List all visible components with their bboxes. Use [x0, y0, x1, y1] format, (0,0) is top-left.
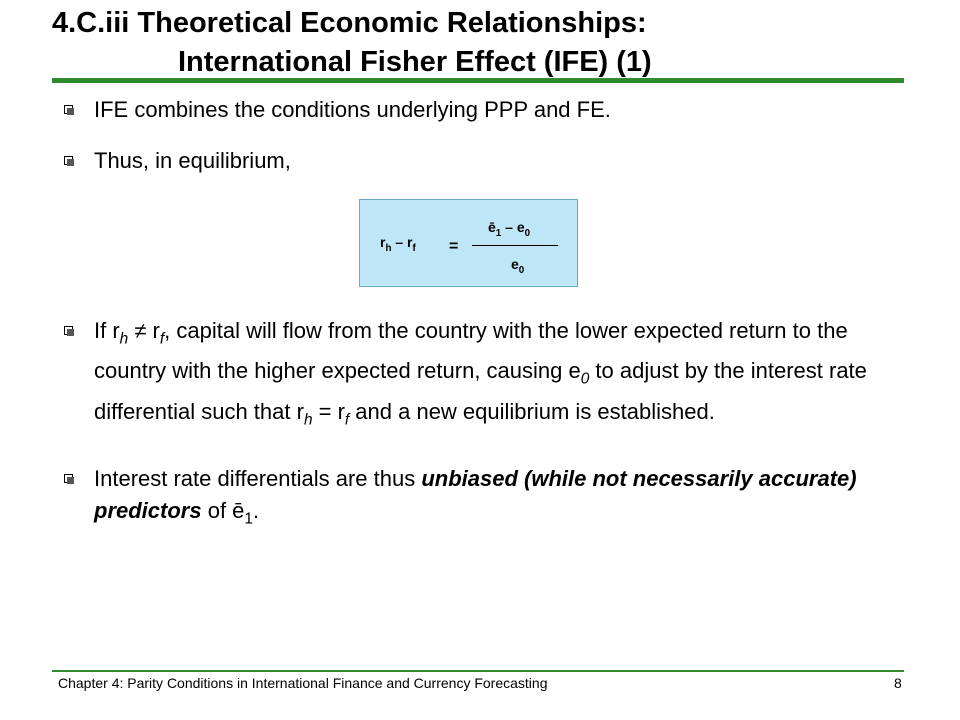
- equation-denominator: $e_0$: [511, 256, 525, 276]
- bullet-2: [64, 145, 904, 177]
- title-divider: [52, 78, 904, 83]
- bullet-square-icon: [64, 326, 73, 335]
- bullet-4: [64, 463, 904, 535]
- bullet-1-text: IFE combines the conditions underlying PPP and FE.: [94, 97, 611, 122]
- equation-equals: =: [449, 238, 459, 255]
- equation-numerator: $ē_1 - e_0$: [488, 219, 531, 239]
- bullet-2-text: Thus, in equilibrium,: [94, 148, 291, 173]
- footer-divider: [52, 670, 904, 672]
- title-line-1: 4.C.iii Theoretical Economic Relationships:: [52, 7, 647, 39]
- equation-lhs: $r_h - r_f$: [380, 234, 416, 254]
- equation-box: [359, 199, 578, 287]
- bullet-3-text: If $r_h \ne r_f$, capital will flow from the country with the lower expected return to the country with the higher expected return, causing $e_0$ to adjust by the interest rate differential such that $r_h = r_f$ and a new equilibrium is established.: [94, 318, 867, 429]
- bullet-4-text: Interest rate differentials are thus unbiased (while not necessarily accurate) predictors of $ē_1$.: [94, 466, 857, 528]
- page-number: 8: [894, 675, 902, 691]
- fraction-bar: [472, 245, 558, 246]
- bullet-square-icon: [64, 156, 73, 165]
- bullet-3: [64, 315, 904, 436]
- bullet-square-icon: [64, 474, 73, 483]
- bullet-1: [64, 94, 904, 126]
- title-line-2: International Fisher Effect (IFE) (1): [178, 46, 652, 78]
- bullet-square-icon: [64, 105, 73, 114]
- slide-title: [52, 4, 932, 82]
- footer-text: Chapter 4: Parity Conditions in International Finance and Currency Forecasting: [58, 675, 548, 691]
